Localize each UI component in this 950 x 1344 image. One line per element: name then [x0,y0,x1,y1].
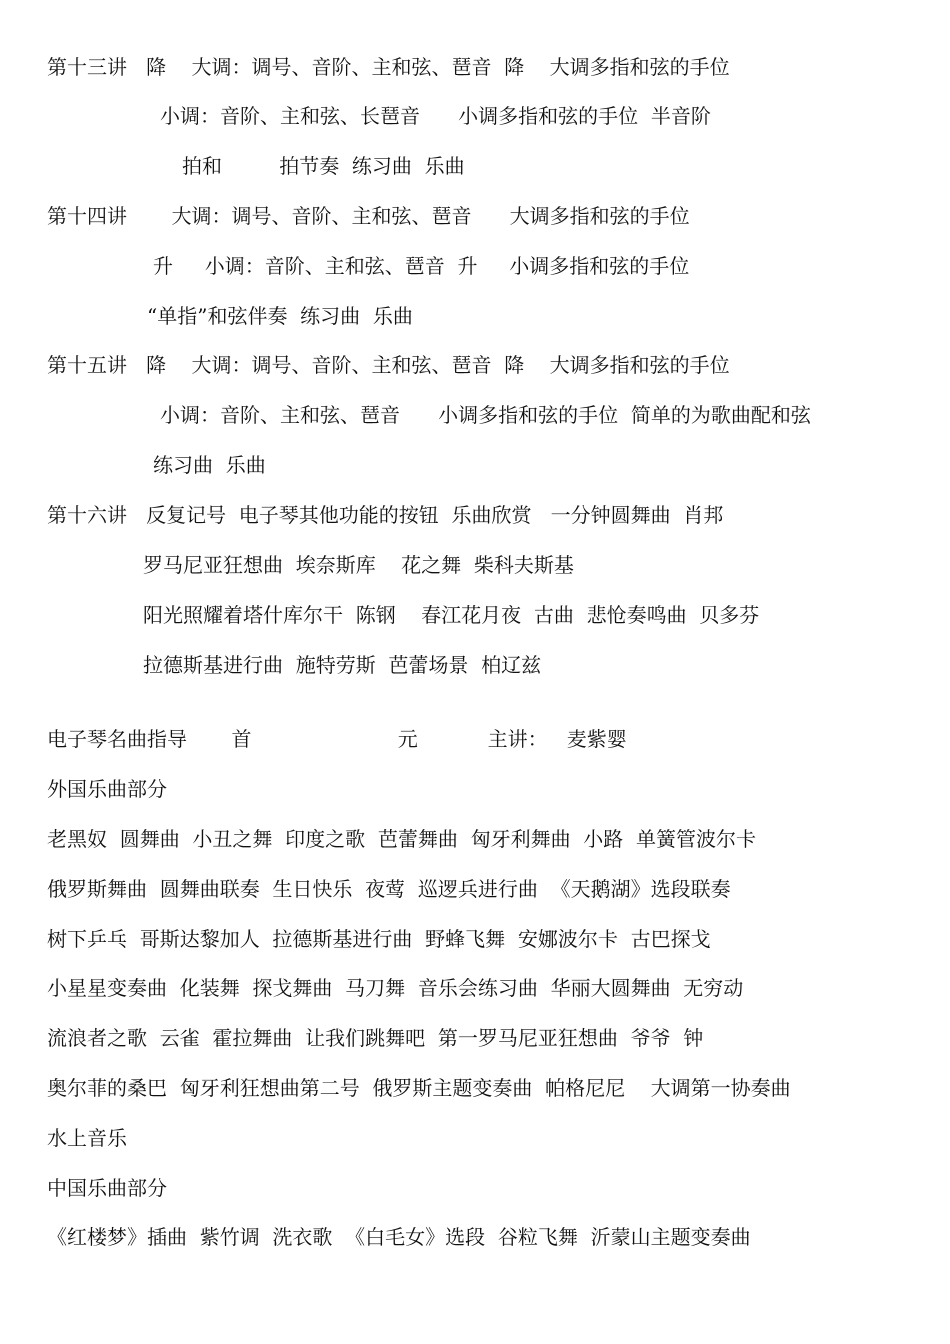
chinese-section-heading: 中国乐曲部分 [47,1176,167,1200]
foreign-pieces-line-1: 老黑奴 圆舞曲 小丑之舞 印度之歌 芭蕾舞曲 匈牙利舞曲 小路 单簧管波尔卡 [47,827,757,851]
lecture-16-line-3: 阳光照耀着塔什库尔干 陈钢 春江花月夜 古曲 悲怆奏鸣曲 贝多芬 [143,603,760,627]
lecture-16-title: 第十六讲 反复记号 电子琴其他功能的按钮 乐曲欣赏 一分钟圆舞曲 肖邦 [47,503,724,527]
foreign-pieces-line-3: 树下乒乓 哥斯达黎加人 拉德斯基进行曲 野蜂飞舞 安娜波尔卡 古巴探戈 [47,927,711,951]
foreign-pieces-line-6: 奥尔菲的桑巴 匈牙利狂想曲第二号 俄罗斯主题变奏曲 帕格尼尼 大调第一协奏曲 [47,1076,791,1100]
lecture-14-line-2: 升 小调：音阶、主和弦、琶音 升 小调多指和弦的手位 [153,254,690,278]
foreign-pieces-line-2: 俄罗斯舞曲 圆舞曲联奏 生日快乐 夜莺 巡逻兵进行曲 《天鹅湖》选段联奏 [47,877,731,901]
foreign-section-heading: 外国乐曲部分 [47,777,167,801]
lecture-13-line-2: 小调：音阶、主和弦、长琶音 小调多指和弦的手位 半音阶 [160,104,711,128]
chinese-pieces-line-1: 《红楼梦》插曲 紫竹调 洗衣歌 《白毛女》选段 谷粒飞舞 沂蒙山主题变奏曲 [47,1225,751,1249]
foreign-pieces-line-7: 水上音乐 [47,1126,127,1150]
lecture-15-title: 第十五讲 降 大调：调号、音阶、主和弦、琶音 降 大调多指和弦的手位 [47,353,730,377]
lecture-13-line-3: 拍和 拍节奏 练习曲 乐曲 [182,154,465,178]
lecture-14-line-3: “单指”和弦伴奏 练习曲 乐曲 [147,304,413,328]
lecture-15-line-3: 练习曲 乐曲 [153,453,266,477]
lecture-15-line-2: 小调：音阶、主和弦、琶音 小调多指和弦的手位 简单的为歌曲配和弦 [160,403,811,427]
foreign-pieces-line-4: 小星星变奏曲 化装舞 探戈舞曲 马刀舞 音乐会练习曲 华丽大圆舞曲 无穷动 [47,976,744,1000]
lecture-16-line-2: 罗马尼亚狂想曲 埃奈斯库 花之舞 柴科夫斯基 [143,553,574,577]
foreign-pieces-line-5: 流浪者之歌 云雀 霍拉舞曲 让我们跳舞吧 第一罗马尼亚狂想曲 爷爷 钟 [47,1026,704,1050]
lecture-13-title: 第十三讲 降 大调：调号、音阶、主和弦、琶音 降 大调多指和弦的手位 [47,55,730,79]
course-title: 电子琴名曲指导 首 元 主讲： 麦紫婴 [47,727,627,751]
lecture-16-line-4: 拉德斯基进行曲 施特劳斯 芭蕾场景 柏辽兹 [143,653,542,677]
lecture-14-title: 第十四讲 大调：调号、音阶、主和弦、琶音 大调多指和弦的手位 [47,204,690,228]
